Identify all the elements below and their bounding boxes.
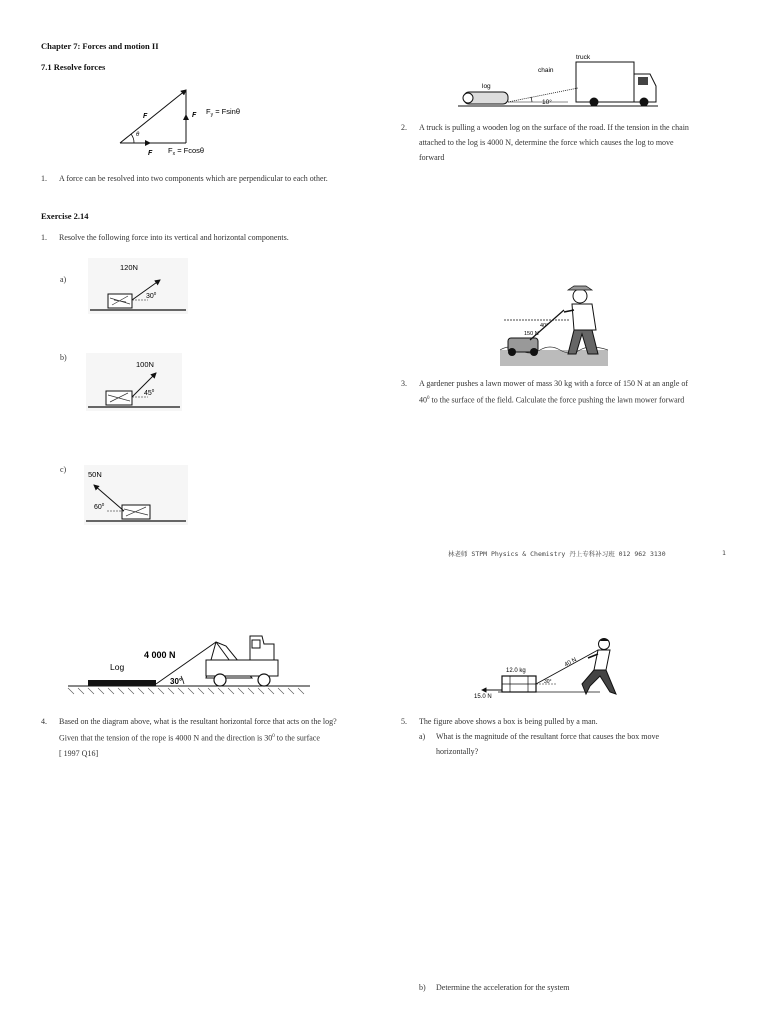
- log-block: [88, 680, 156, 686]
- q1a-diagram: [88, 258, 188, 314]
- question-4: 4. Based on the diagram above, what is the resultant horizontal force that acts on the log? Given that the tension of the rope is 4000 N and the direction is $30^0$ to the surface [ 1997 Q16]: [41, 717, 337, 758]
- q1b-diagram: [86, 353, 182, 411]
- q1c-force: 50N: [88, 470, 102, 479]
- mower-force: 150 N: [524, 331, 539, 337]
- q1b-label: b): [60, 353, 67, 362]
- q1a-label: a): [60, 275, 67, 284]
- q1a-angle: $30^0$: [146, 291, 157, 300]
- box-pull-diagram: [470, 636, 630, 702]
- gardener-body: [572, 304, 596, 330]
- log-rope-log-label: Log: [110, 662, 125, 672]
- fy-formula: $F_y = Fsin\theta$: [206, 107, 240, 118]
- f-label: F: [143, 113, 148, 120]
- q1a-force: 120N: [120, 263, 138, 272]
- gardener-head: [573, 289, 587, 303]
- question-5: 5. The figure above shows a box is being pulled by a man. a) What is the magnitude of the resultant force that causes the box move horizontally?: [401, 717, 660, 756]
- resolve-force-diagram: [110, 85, 240, 160]
- log-label: log: [482, 83, 491, 90]
- truck-angle: 10°: [542, 99, 552, 106]
- truck-body: [576, 62, 634, 102]
- q1c-angle: $60^0$: [94, 502, 105, 511]
- q1b-angle: $45^0$: [144, 388, 155, 397]
- theta-label: θ: [136, 132, 140, 138]
- chain-label: chain: [538, 67, 554, 74]
- pull-angle: 30°: [544, 679, 552, 685]
- question-2: 2. A truck is pulling a wooden log on the surface of the road. If the tension in the chain attached to the log is 4000 N, determine the force which causes the log to move forward: [401, 123, 689, 162]
- fx-formula: $F_x = Fcos\theta$: [168, 146, 205, 157]
- pull-force: 40 N: [563, 657, 578, 669]
- log-rope-diagram: [66, 632, 312, 696]
- truck-bed: [206, 660, 278, 676]
- chapter-title: Chapter 7: Forces and motion II: [41, 41, 159, 51]
- q1c-diagram: [84, 465, 188, 525]
- note-1: 1. A force can be resolved into two components which are perpendicular to each other.: [41, 174, 328, 183]
- q1b-force: 100N: [136, 360, 154, 369]
- box-mass: 12.0 kg: [506, 668, 526, 674]
- truck-diagram: [458, 48, 660, 112]
- question-3: 3. A gardener pushes a lawn mower of mass 30 kg with a force of 150 N at an angle of $40^0$ to the surface of the field. Calculate the force pushing the lawn mower forward: [401, 379, 689, 405]
- page-number: 1: [722, 549, 726, 557]
- fy-label: F: [192, 112, 197, 119]
- question-5b: b) Determine the acceleration for the system: [419, 983, 570, 992]
- force-vector-line: [120, 90, 186, 143]
- friction-force: 15.0 N: [474, 694, 492, 700]
- truck-label: truck: [576, 54, 591, 61]
- footer-text: 林老师 STPM Physics & Chemistry 丹上专科补习班 012 962 3130: [448, 550, 666, 558]
- exercise-title: Exercise 2.14: [41, 211, 89, 221]
- exercise-q1: 1. Resolve the following force into its vertical and horizontal components.: [41, 233, 289, 242]
- lawn-mower-diagram: [500, 282, 608, 368]
- fx-label: F: [148, 150, 153, 157]
- section-title: 7.1 Resolve forces: [41, 62, 106, 72]
- q1c-label: c): [60, 465, 67, 474]
- mower-angle: 40°: [540, 323, 549, 329]
- log-rope-force: 4 000 N: [144, 650, 176, 660]
- log-rope-angle: 30°: [170, 677, 183, 686]
